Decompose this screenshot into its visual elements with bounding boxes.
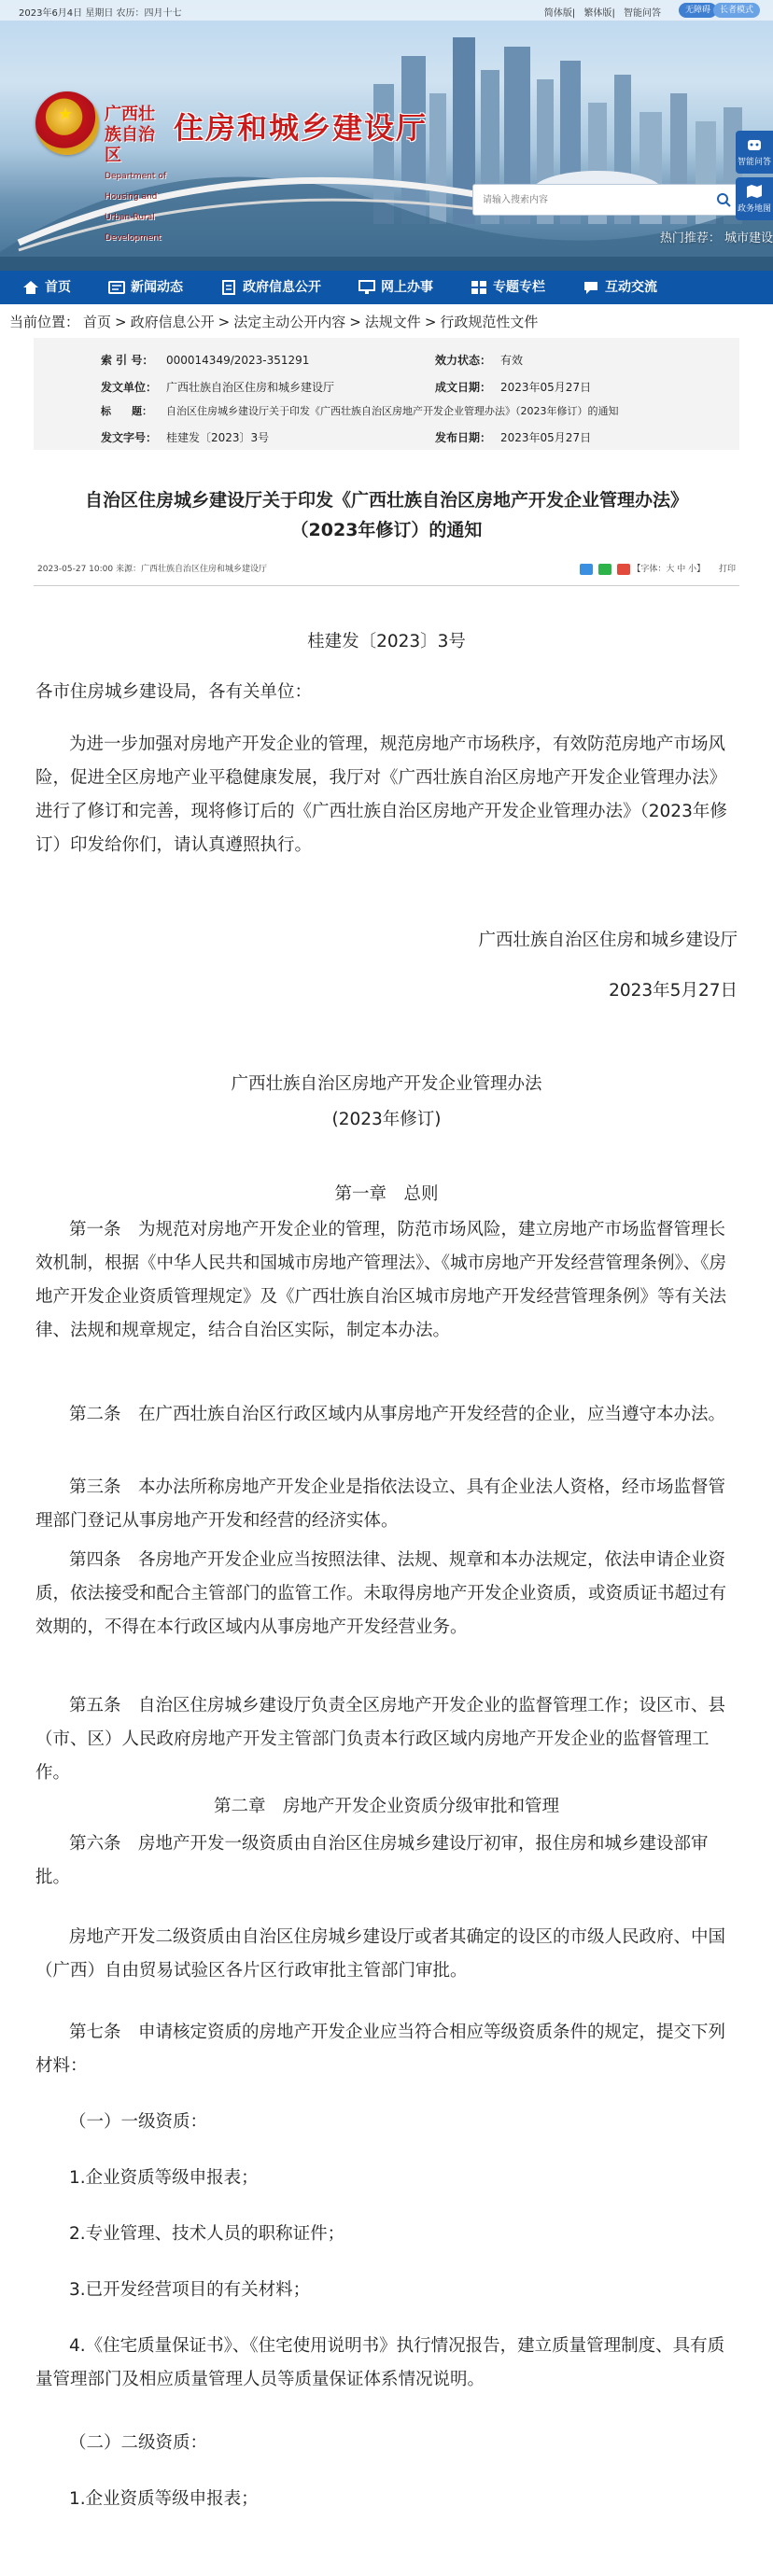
document-icon — [220, 280, 237, 295]
home-icon — [22, 280, 39, 295]
print-button[interactable]: 打印 — [718, 565, 736, 574]
breadcrumb-sep: > — [218, 314, 231, 330]
meta-pubdate: 发布日期： 2023年05月27日 — [435, 431, 592, 444]
link-traditional[interactable]: 繁体版 — [583, 8, 612, 19]
site-title: 住房和城乡建设厅 — [174, 110, 429, 146]
search-input[interactable] — [473, 185, 697, 215]
body-intro: 为进一步加强对房地产开发企业的管理，规范房地产市场秩序，有效防范房地产市场风险，促进全区房地产业平稳健康发展，我厅对《广西壮族自治区房地产开发企业管理办法》进行了修订和完善，现将修订后的《广西壮族自治区房地产开发企业管理办法》（2023年修订）印发给你们，请认真遵照执行。 — [35, 735, 727, 855]
article-title-line1: 自治区住房城乡建设厅关于印发《广西壮族自治区房地产开发企业管理办法》 — [84, 490, 688, 511]
share-weibo-icon[interactable] — [580, 564, 593, 575]
chapter-1-heading: 第一章 总则 — [334, 1184, 439, 1204]
article-tools-right — [34, 562, 736, 575]
breadcrumb-sep: > — [115, 314, 127, 330]
link-simplified[interactable]: 简体版 — [543, 8, 572, 19]
region-name: 广西壮族自治区 Department of Housing and Urban-Rural Development — [105, 105, 166, 243]
national-emblem-icon — [35, 91, 99, 155]
article-toolbar — [34, 558, 739, 586]
breadcrumb-sep: > — [424, 314, 437, 330]
search-icon — [716, 192, 731, 207]
nav-gov-info[interactable]: 政府信息公开 — [220, 271, 321, 304]
article-6-para2: 房地产开发二级资质由自治区住房城乡建设厅或者其确定的设区的市级人民政府、中国（广西）自由贸易试验区各片区行政审批主管部门审批。 — [35, 1927, 726, 1981]
list-level2: （二）二级资质： — [69, 2433, 208, 2453]
top-date: 2023年6月4日 星期日 农历：四月十七 — [19, 8, 182, 19]
breadcrumb-gov-info[interactable]: 政府信息公开 — [130, 314, 215, 330]
meta-docno: 发文字号： 桂建发〔2023〕3号 — [101, 431, 270, 444]
article-1: 第一条 为规范对房地产开发企业的管理，防范市场风险，建立房地产市场监督管理长效机制，根据《中华人民共和国城市房地产管理法》、《城市房地产开发经营管理条例》、《房地产开发企业资质管理规定》及《广西壮族自治区城市房地产开发经营管理条例》等有关法律、法规和规章规定，结合自治区实际，制定本办法。 — [35, 1220, 727, 1340]
meta-title: 标 题： 自治区住房城乡建设厅关于印发《广西壮族自治区房地产开发企业管理办法》（2023年修订）的通知 — [101, 405, 619, 417]
elder-mode-button[interactable]: 长者模式 — [713, 3, 760, 18]
breadcrumb-label: 当前位置： — [9, 314, 80, 330]
list-level1-item4: 4.《住宅质量保证书》、《住宅使用说明书》执行情况报告，建立质量管理制度、具有质量管理部门及相应质量管理人员等质量保证体系情况说明。 — [35, 2336, 725, 2389]
chapter-2-heading: 第二章 房地产开发企业资质分级审批和管理 — [213, 1797, 559, 1816]
link-qa[interactable]: 智能问答 — [624, 8, 661, 19]
article-6: 第六条 房地产开发一级资质由自治区住房城乡建设厅初审，报住房和城乡建设部审批。 — [35, 1834, 709, 1887]
breadcrumb-regulations[interactable]: 法规文件 — [364, 314, 421, 330]
grid-icon — [471, 280, 487, 295]
list-level2-item1: 1.企业资质等级申报表； — [69, 2489, 259, 2509]
body-docno: 桂建发〔2023〕3号 — [307, 632, 466, 651]
main-nav — [0, 271, 773, 304]
meta-date: 成文日期： 2023年05月27日 — [435, 381, 592, 394]
document-meta — [34, 338, 739, 450]
top-links: 简体版| 繁体版| 智能问答 — [543, 8, 661, 19]
nav-online-service[interactable]: 网上办事 — [358, 271, 433, 304]
robot-icon — [746, 137, 763, 152]
meta-issuer: 发文单位： 广西壮族自治区住房和城乡建设厅 — [101, 381, 335, 394]
list-level1-item2: 2.专业管理、技术人员的职称证件； — [69, 2224, 345, 2244]
breadcrumb-sep: > — [349, 314, 361, 330]
nav-special-topics[interactable]: 专题专栏 — [471, 271, 545, 304]
side-map-button[interactable]: 政务地图 — [736, 177, 773, 220]
monitor-icon — [358, 280, 375, 295]
body-salutation: 各市住房城乡建设局，各有关单位： — [35, 682, 313, 702]
body-sign-date: 2023年5月27日 — [609, 981, 738, 1001]
font-size-control[interactable]: 【字体：大 中 小】 — [632, 565, 706, 574]
list-level1-item3: 3.已开发经营项目的有关材料； — [69, 2280, 311, 2300]
breadcrumb-legal-content[interactable]: 法定主动公开内容 — [233, 314, 346, 330]
meta-status: 效力状态： 有效 — [435, 354, 524, 367]
list-level1-item1: 1.企业资质等级申报表； — [69, 2168, 259, 2188]
nav-home[interactable]: 首页 — [22, 271, 71, 304]
side-qa-button[interactable]: 智能问答 — [736, 131, 773, 174]
article-title — [0, 485, 773, 545]
breadcrumb — [9, 312, 541, 331]
article-4: 第四条 各房地产开发企业应当按照法律、法规、规章和本办法规定，依法申请企业资质，依法接受和配合主管部门的监管工作。未取得房地产开发企业资质，或资质证书超过有效期的，不得在本行政区域内从事房地产开发经营业务。 — [35, 1550, 727, 1637]
header-banner — [0, 0, 773, 271]
search-box — [472, 184, 743, 216]
meta-index: 索 引 号： 000014349/2023-351291 — [101, 354, 310, 367]
article-5: 第五条 自治区住房城乡建设厅负责全区房地产开发企业的监督管理工作；设区市、县（市、区）人民政府房地产开发主管部门负责本行政区域内房地产开发企业的监督管理工作。 — [35, 1696, 726, 1783]
list-level1: （一）一级资质： — [69, 2112, 208, 2132]
article-3: 第三条 本办法所称房地产开发企业是指依法设立、具有企业法人资格，经市场监督管理部门登记从事房地产开发和经营的经济实体。 — [35, 1477, 726, 1531]
nav-interaction[interactable]: 互动交流 — [583, 271, 657, 304]
accessibility-button[interactable]: 无障碍 — [679, 3, 717, 18]
breadcrumb-home[interactable]: 首页 — [83, 314, 112, 330]
breadcrumb-normative-docs[interactable]: 行政规范性文件 — [440, 314, 539, 330]
article-7: 第七条 申请核定资质的房地产开发企业应当符合相应等级资质条件的规定，提交下列材料： — [35, 2023, 726, 2076]
hot-recommend[interactable]: 热门推荐： 城市建设 — [659, 231, 773, 245]
news-icon — [108, 280, 125, 295]
share-wechat-icon[interactable] — [598, 564, 611, 575]
doc-subtitle: (2023年修订) — [331, 1110, 442, 1129]
article-title-line2: （2023年修订）的通知 — [290, 520, 483, 540]
article-2: 第二条 在广西壮族自治区行政区域内从事房地产开发经营的企业，应当遵守本办法。 — [69, 1405, 726, 1424]
nav-news[interactable]: 新闻动态 — [108, 271, 183, 304]
share-qzone-icon[interactable] — [617, 564, 630, 575]
doc-title: 广西壮族自治区房地产开发企业管理办法 — [231, 1074, 542, 1094]
body-signer: 广西壮族自治区住房和城乡建设厅 — [478, 931, 738, 950]
chat-icon — [583, 280, 599, 295]
top-bar — [0, 0, 773, 21]
map-icon — [746, 184, 763, 199]
article-info: 2023-05-27 10:00 来源：广西壮族自治区住房和城乡建设厅 — [37, 565, 267, 574]
